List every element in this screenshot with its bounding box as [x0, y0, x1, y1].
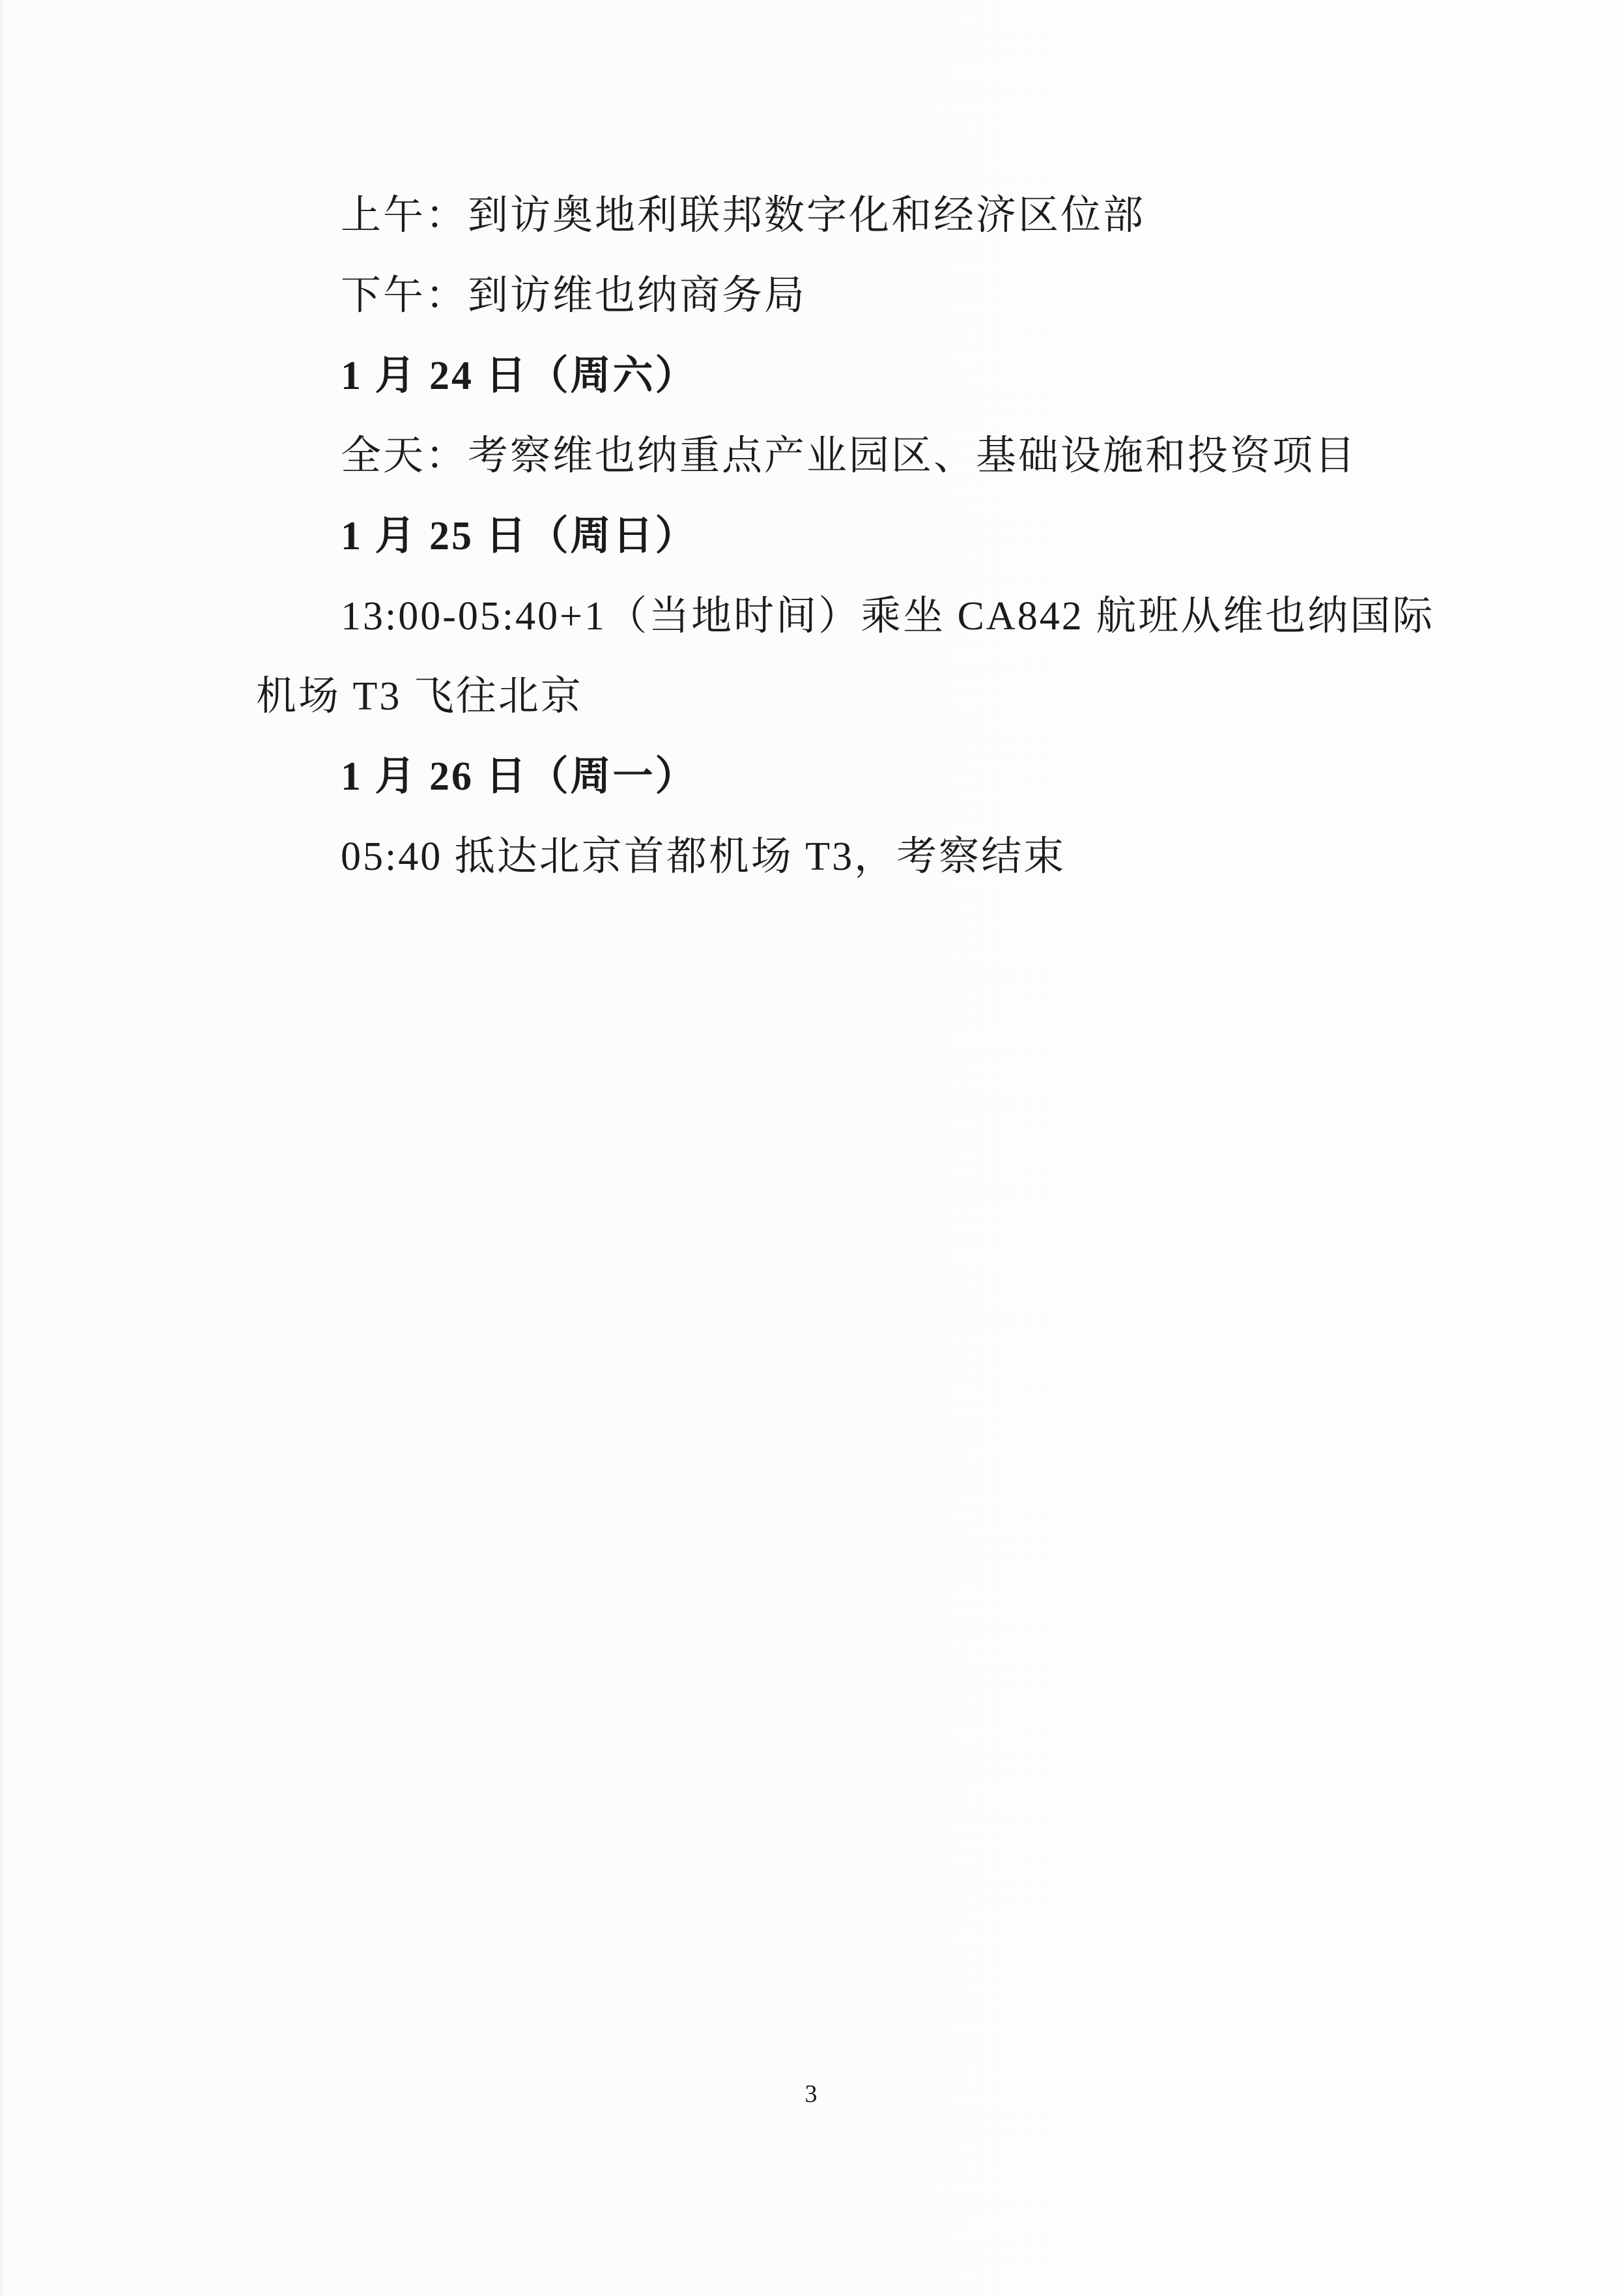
- text-line: 1 月 25 日（周日）: [341, 514, 698, 558]
- text-line: 上午：到访奥地利联邦数字化和经济区位部: [341, 194, 1146, 238]
- text-line: 13:00-05:40+1（当地时间）乘坐 CA842 航班从维也纳国际: [341, 594, 1435, 639]
- text-line: 05:40 抵达北京首都机场 T3，考察结束: [341, 835, 1066, 879]
- page-number: 3: [804, 2080, 818, 2108]
- text-line: 机场 T3 飞往北京: [256, 674, 583, 719]
- document-body: [256, 176, 1435, 897]
- text-line: 1 月 26 日（周一）: [341, 754, 698, 799]
- text-line: 下午：到访维也纳商务局: [341, 274, 807, 318]
- text-line: 1 月 24 日（周六）: [341, 354, 698, 398]
- text-line: 全天：考察维也纳重点产业园区、基础设施和投资项目: [341, 434, 1358, 478]
